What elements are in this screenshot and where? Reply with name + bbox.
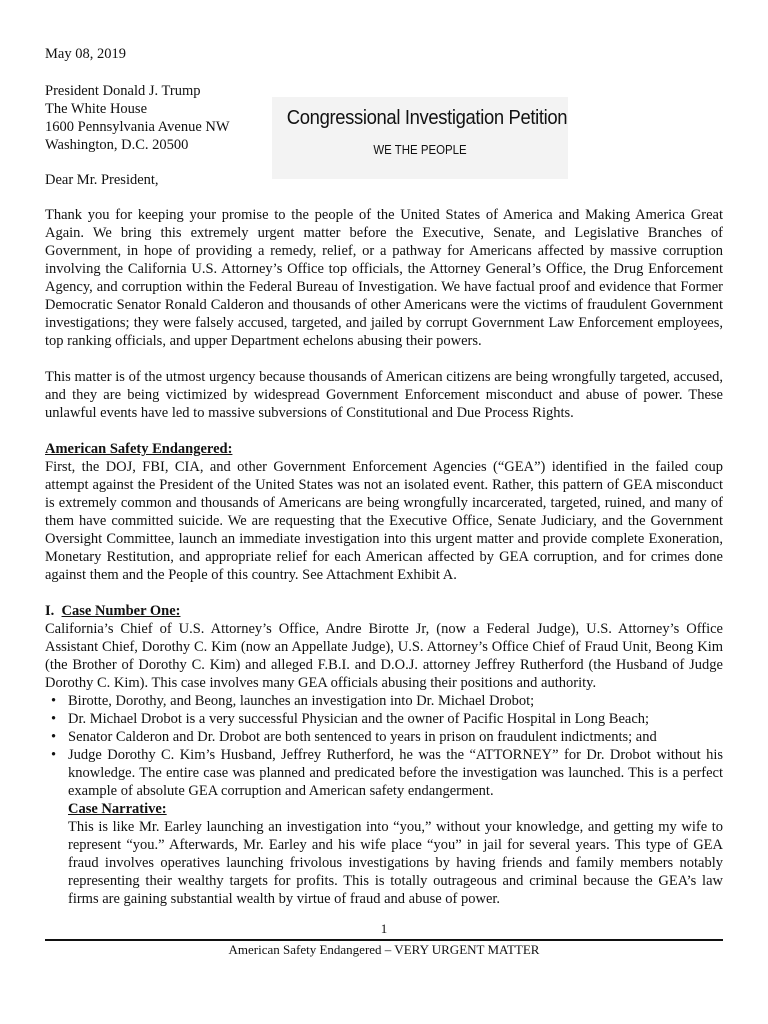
list-item: • Dr. Michael Drobot is a very successful Physician and the owner of Pacific Hospital in Long Beach; xyxy=(45,710,723,728)
bullet-list xyxy=(45,692,723,800)
section-title: Case Number One: xyxy=(61,603,181,619)
section-case-one xyxy=(45,602,723,908)
letter-body xyxy=(45,206,723,908)
section-heading: American Safety Endangered: xyxy=(45,441,233,457)
list-item: • Senator Calderon and Dr. Drobot are both sentenced to years in prison on fraudulent indictments; and xyxy=(45,728,723,746)
narrative-text: This is like Mr. Earley launching an investigation into “you,” without your knowledge, and getting my wife to represent “you.” Afterwards, Mr. Earley and his wife place “you” in jail for several years. This type of GEA fraud involves operatives launching frivolous investigations by having friends and family members notably representing their wealthy targets for profits. This is totally outrageous and criminal because the GEA’s law firms are gaining substantial wealth by virtue of fraud and abuse of power. xyxy=(68,819,723,907)
salutation: Dear Mr. President, xyxy=(45,172,159,188)
recipient-line: 1600 Pennsylvania Avenue NW xyxy=(45,119,230,135)
recipient-line: President Donald J. Trump xyxy=(45,83,201,99)
section-text: California’s Chief of U.S. Attorney’s Office, Andre Birotte Jr, (now a Federal Judge), U.S. Attorney’s Office Assistant Chief, Dorothy C. Kim (now an Appellate Judge), U.S. Attorney’s Office Chief of Fraud Unit, Beong Kim (the Brother of Dorothy C. Kim) and alleged F.B.I. and D.O.J. attorney Jeffrey Rutherford (the Husband of Judge Dorothy C. Kim). This case involves many GEA officials abusing their positions and authority. xyxy=(45,621,723,691)
urgency-paragraph: This matter is of the utmost urgency because thousands of American citizens are being wrongfully targeted, accused, and they are being victimized by widespread Government Enforcement misconduct and abuse of power. These unlawful events have led to massive subversions of Constitutional and Due Process Rights. xyxy=(45,369,723,421)
page-number: 1 xyxy=(380,921,388,936)
section-number: I. xyxy=(45,603,55,619)
list-item: • Birotte, Dorothy, and Beong, launches an investigation into Dr. Michael Drobot; xyxy=(45,692,723,710)
narrative-heading: Case Narrative: xyxy=(68,801,167,817)
recipient-address xyxy=(45,82,230,154)
section-heading xyxy=(45,602,723,620)
banner-title: Congressional Investigation Petition xyxy=(286,106,568,129)
section-safety xyxy=(45,440,723,584)
letter-date: May 08, 2019 xyxy=(45,46,126,62)
page-footer: American Safety Endangered – VERY URGENT MATTER xyxy=(228,942,540,957)
recipient-line: The White House xyxy=(45,101,148,117)
recipient-line: Washington, D.C. 20500 xyxy=(45,137,189,153)
intro-paragraph: Thank you for keeping your promise to the people of the United States of America and Making America Great Again. We bring this extremely urgent matter before the Executive, Senate, and Legislative Branches of Government, in hope of providing a remedy, relief, or a pathway for Americans affected by massive corruption involving the California U.S. Attorney’s Office top officials, the Attorney General’s Office, the Drug Enforcement Agency, and corruption within the Federal Bureau of Investigation. We have factual proof and evidence that Former Democratic Senator Ronald Calderon and thousands of other Americans were the victims of fraudulent Government investigations; they were falsely accused, targeted, and jailed by corrupt Government Law Enforcement employees, top ranking officials, and upper Department echelons abusing their powers. xyxy=(45,207,723,349)
footer-divider xyxy=(45,939,723,941)
list-item: • Judge Dorothy C. Kim’s Husband, Jeffrey Rutherford, he was the “ATTORNEY” for Dr. Drobot without his knowledge. The entire case was planned and predicated before the investigation was launched. This is a perfect example of absolute GEA corruption and American safety endangerment. xyxy=(45,746,723,800)
petition-banner xyxy=(272,97,568,179)
section-text: First, the DOJ, FBI, CIA, and other Government Enforcement Agencies (“GEA”) identified in the failed coup attempt against the President of the United States was not an isolated event. Rather, this pattern of GEA misconduct is extremely common and thousands of Americans are being wrongfully incarcerated, targeted, ruined, and many of them have committed suicide. We are requesting that the Executive Office, Senate Judiciary, and the Government Oversight Committee, launch an immediate investigation into this urgent matter and provide complete Exoneration, Monetary Restitution, and appropriate relief for each American affected by GEA corruption, and for crimes done against them and the People of this country. See Attachment Exhibit A. xyxy=(45,459,723,583)
banner-subtitle: WE THE PEOPLE xyxy=(373,142,467,157)
